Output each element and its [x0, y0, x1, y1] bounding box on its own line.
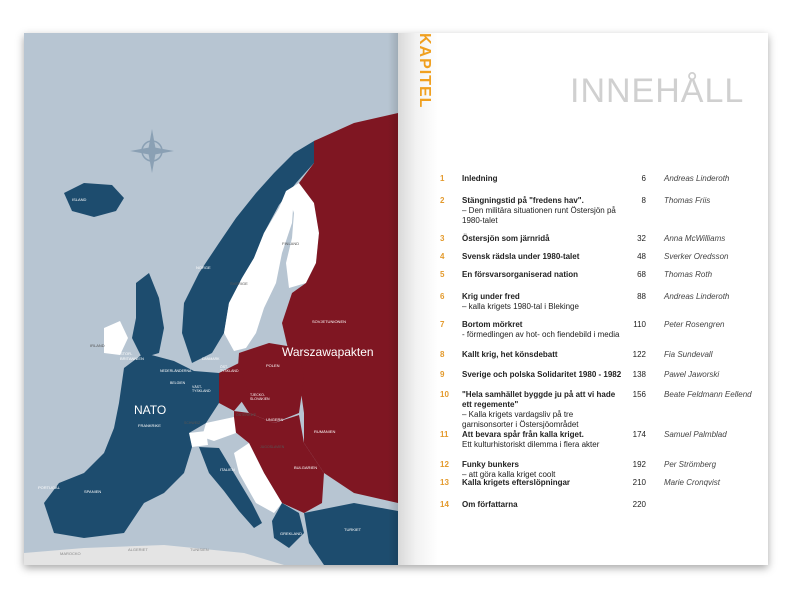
- toc-title: [462, 196, 622, 226]
- toc-title-text: Inledning: [462, 174, 498, 183]
- country-label-finland: FINLAND: [282, 241, 300, 246]
- toc-title-text: Om författarna: [462, 500, 518, 509]
- country-label-algeriet: ALGERIET: [128, 547, 148, 552]
- country-label-tunisien: TUNISIEN: [190, 547, 209, 552]
- toc-title-text: Sverige och polska Solidaritet 1980 - 1982: [462, 370, 622, 379]
- toc-author: Thomas Roth: [664, 270, 713, 279]
- toc-author: Pawel Jaworski: [664, 370, 720, 379]
- book-spread: [24, 33, 768, 565]
- toc-subtitle: – Kalla krigets vardagsliv på tre garnisonsorter i Östersjöområdet: [462, 410, 579, 429]
- toc-number: 9: [440, 370, 445, 379]
- toc-number: 14: [440, 500, 449, 509]
- toc-author: Marie Cronqvist: [664, 478, 721, 487]
- country-label-spanien: SPANIEN: [84, 489, 102, 494]
- country-label-tjeckoslovakien: TJECKO- SLOVAKIEN: [250, 393, 270, 401]
- toc-title: [462, 350, 622, 360]
- country-label-sverige: SVERIGE: [230, 281, 248, 286]
- country-label-frankrike: FRANKRIKE: [138, 423, 161, 428]
- toc-number: 12: [440, 460, 449, 469]
- toc-title-text: Svensk rädsla under 1980-talet: [462, 252, 580, 261]
- country-label-irland: IRLAND: [90, 343, 105, 348]
- toc-title-text: Stängningstid på "fredens hav".: [462, 196, 584, 205]
- toc-title-text: Kalla krigets efterslöpningar: [462, 478, 571, 487]
- toc-title-text: Krig under fred: [462, 292, 520, 301]
- toc-author: Andreas Linderoth: [664, 292, 730, 301]
- kapitel-label: [414, 34, 434, 114]
- toc-subtitle: – Den militära situationen runt Östersjön på 1980-talet: [462, 206, 616, 225]
- turkey-shape: [304, 503, 398, 565]
- toc-subtitle: – kalla krigets 1980-tal i Blekinge: [462, 302, 579, 311]
- toc-title: [462, 320, 622, 340]
- toc-number: 2: [440, 196, 445, 205]
- toc-number: 8: [440, 350, 445, 359]
- toc-title: [462, 460, 622, 480]
- toc-number: 5: [440, 270, 445, 279]
- toc-subtitle: - förmedlingen av hot- och fiendebild i media: [462, 330, 620, 339]
- toc-author: Andreas Linderoth: [664, 174, 730, 183]
- toc-title: [462, 390, 622, 430]
- country-label-norge: NORGE: [196, 265, 211, 270]
- toc-author: Fia Sundevall: [664, 350, 713, 359]
- country-label-storbritannien: STOR- BRITANNIEN: [120, 351, 144, 361]
- toc-page-number: 48: [637, 252, 646, 261]
- toc-title-text: Funky bunkers: [462, 460, 519, 469]
- country-label-grekland: GREKLAND: [280, 531, 303, 536]
- toc-page-number: 220: [632, 500, 646, 509]
- toc-page-number: 32: [637, 234, 646, 243]
- country-label-belgien: BELGIEN: [170, 381, 186, 385]
- country-label-marocko: MAROCKO: [60, 551, 81, 556]
- europe-map: [24, 33, 398, 565]
- country-label-island: ISLAND: [72, 197, 87, 202]
- toc-author: Samuel Palmblad: [664, 430, 727, 439]
- toc-title: [462, 500, 622, 510]
- toc-page-number: 192: [632, 460, 646, 469]
- toc-author: Per Strömberg: [664, 460, 717, 469]
- country-label-schweiz: SCHWEIZ: [184, 421, 201, 425]
- toc-author: Thomas Friis: [664, 196, 711, 205]
- country-label-danmark: DANMARK: [202, 357, 220, 361]
- toc-page-number: 174: [632, 430, 646, 439]
- toc-title-text: En försvarsorganiserad nation: [462, 270, 579, 279]
- toc-number: 4: [440, 252, 445, 261]
- toc-author: Anna McWilliams: [664, 234, 726, 243]
- toc-title: [462, 252, 622, 262]
- toc-author: Beate Feldmann Eellend: [664, 390, 752, 399]
- toc-title: [462, 370, 622, 380]
- country-label-osttyskland: ÖST- TYSKLAND: [220, 365, 239, 373]
- toc-page-number: 88: [637, 292, 646, 301]
- toc-title: [462, 234, 622, 244]
- toc-page-number: 122: [632, 350, 646, 359]
- toc-page-number: 138: [632, 370, 646, 379]
- toc-title: [462, 270, 622, 280]
- map-page: [24, 33, 398, 565]
- nato-label: NATO: [134, 403, 167, 417]
- toc-page-number: 210: [632, 478, 646, 487]
- toc-title-text: Kallt krig, het könsdebatt: [462, 350, 558, 359]
- country-label-italien: ITALIEN: [220, 467, 235, 472]
- toc-title-text: Östersjön som järnridå: [462, 234, 550, 243]
- country-label-portugal: PORTUGAL: [38, 485, 60, 490]
- toc-title-text: Att bevara spår från kalla kriget.: [462, 430, 584, 439]
- toc-page-number: 6: [641, 174, 646, 183]
- country-label-nederlanderna: NEDERLÄNDERNA: [160, 369, 192, 373]
- toc-title: [462, 430, 622, 450]
- toc-page-number: 8: [641, 196, 646, 205]
- toc-page-number: 68: [637, 270, 646, 279]
- page-title: INNEHÅLL: [570, 72, 745, 110]
- toc-number: 13: [440, 478, 449, 487]
- toc-number: 1: [440, 174, 445, 183]
- country-label-osterrike: ÖSTERRIKE: [236, 413, 257, 417]
- toc-number: 11: [440, 430, 449, 439]
- toc-title-text: "Hela samhället byggde ju på att vi hade ett regemente": [462, 390, 616, 409]
- country-label-ungern: UNGERN: [266, 417, 284, 422]
- toc-author: Sverker Oredsson: [664, 252, 729, 261]
- country-label-vasttyskland: VÄST- TYSKLAND: [192, 385, 211, 393]
- toc-number: 6: [440, 292, 445, 301]
- country-label-bulgarien: BULGARIEN: [294, 465, 318, 470]
- country-label-sovjet: SOVJETUNIONEN: [312, 319, 347, 324]
- kapitel-text: KAPITEL: [416, 33, 433, 109]
- toc-title: [462, 174, 622, 184]
- country-label-jugoslavien: JUGOSLAVIEN: [260, 445, 285, 449]
- toc-title: [462, 292, 622, 312]
- toc-number: 10: [440, 390, 449, 399]
- warsaw-label: Warszawapakten: [282, 345, 374, 359]
- country-label-rumanien: RUMÄNIEN: [314, 429, 336, 434]
- switzerland-shape: [189, 431, 208, 447]
- toc-author: Peter Rosengren: [664, 320, 725, 329]
- country-label-turkiet: TURKIET: [344, 527, 362, 532]
- toc-number: 7: [440, 320, 445, 329]
- toc-title: [462, 478, 622, 488]
- toc-page-number: 110: [633, 320, 646, 329]
- toc-number: 3: [440, 234, 445, 243]
- country-label-polen: POLEN: [266, 363, 280, 368]
- toc-subtitle: – att göra kalla kriget coolt: [462, 470, 556, 479]
- toc-page-number: 156: [632, 390, 646, 399]
- toc-subtitle: Ett kulturhistoriskt dilemma i flera akter: [462, 440, 600, 449]
- toc-title-text: Bortom mörkret: [462, 320, 523, 329]
